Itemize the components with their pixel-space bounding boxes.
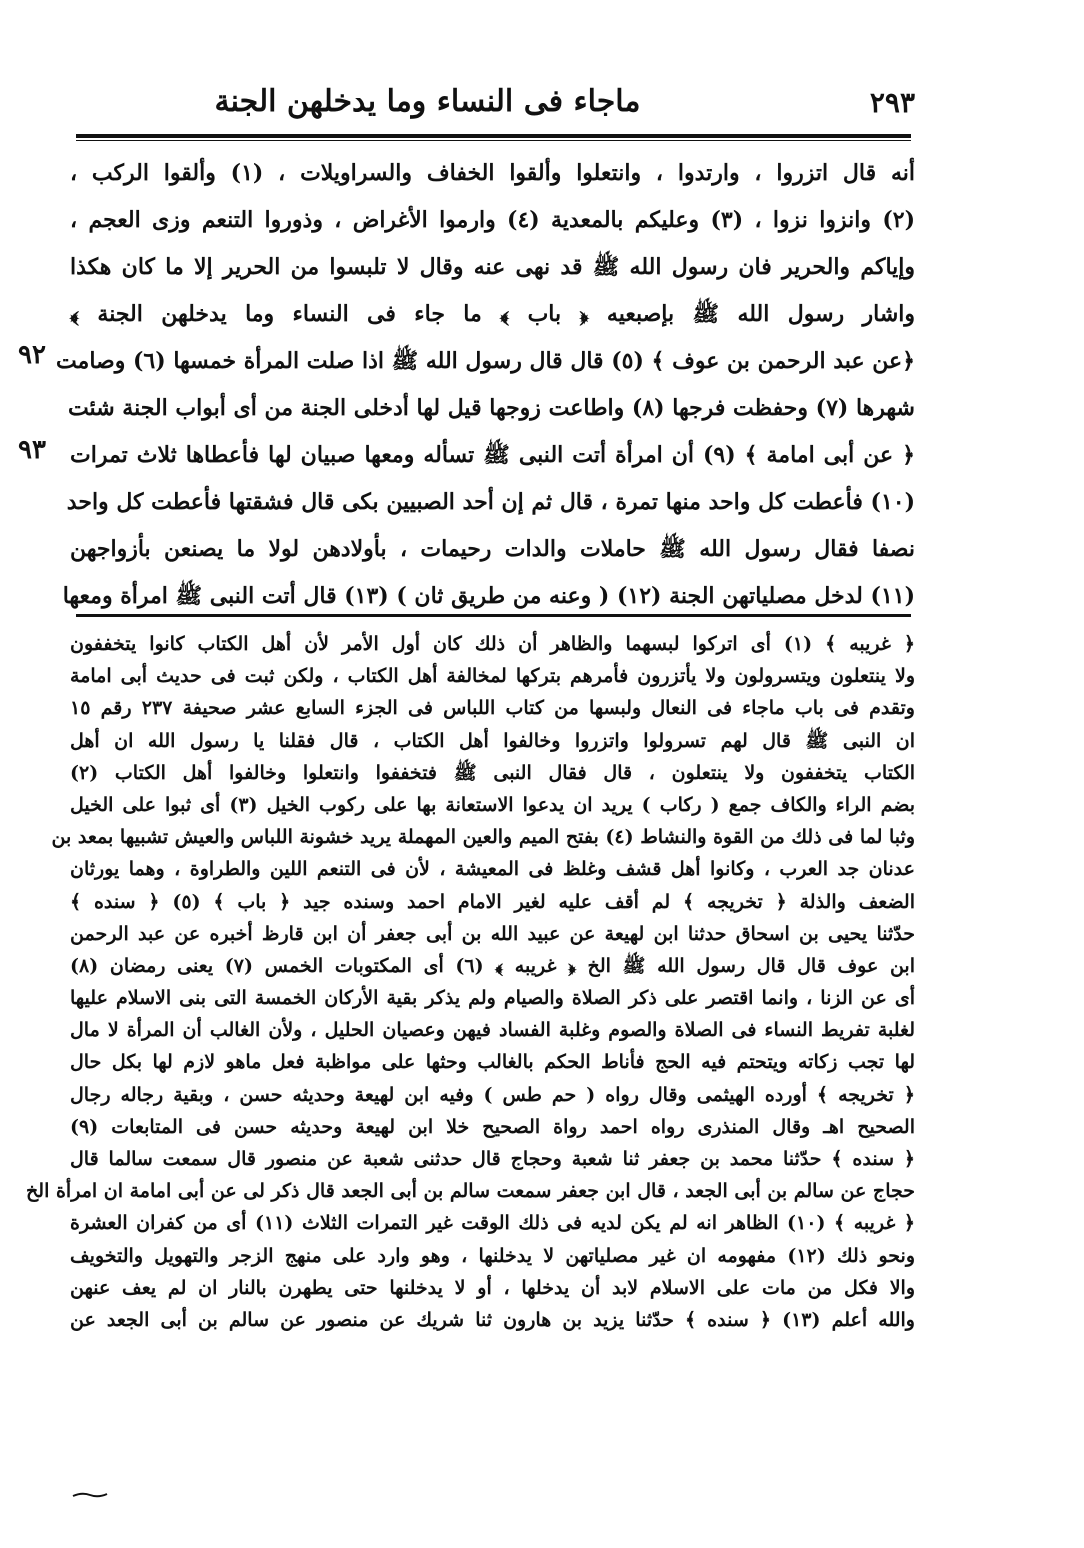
catchword-flourish	[72, 1492, 108, 1498]
text-line: أنه قال اتزروا ، وارتدوا ، وانتعلوا وألقوا الخفاف والسراويلات ، (١) وألقوا الركب ،	[70, 160, 915, 186]
footnote-line: ونحو ذلك (١٢) مفهومه ان غير مصلياتهن لا يدخلنها ، وهو وارد على منهج الزجر والتهويل والتخويف	[70, 1244, 915, 1267]
running-title: ماجاء فى النساء وما يدخلهن الجنة	[214, 84, 641, 119]
footnote-line: ابن عوف قال قال رسول الله ﷺ الخ ﴿ غريبه ﴾ (٦) أى المكتوبات الخمس (٧) يعنى رمضان (٨)	[70, 954, 916, 977]
footnote-line: ﴿ غريبه ﴾ (١) أى اتركوا لبسهما والظاهر أن ذلك كان أول الأمر لأن أهل الكتاب كانوا يتخففون	[70, 633, 915, 655]
footnote-line: الصحيح اهـ وقال المنذرى رواه احمد رواة الصحيح خلا ابن لهيعة وحديثه حسن فى المتابعات (٩)	[70, 1115, 915, 1138]
header-rule-thin	[76, 140, 911, 141]
footnote-line: وتقدم فى باب ماجاء فى النعال ولبسها من كتاب اللباس فى الجزء السابع عشر صحيفة ٢٣٧ رقم ١٥	[70, 697, 915, 720]
footnote-line: حدّثنا يحيى بن اسحاق حدثنا ابن لهيعة عن عبيد الله بن أبى جعفر أن ابن قارظ أخبره عن عبد الرحمن	[70, 922, 915, 945]
hadith-number: ٩٢	[18, 340, 46, 370]
text-line: نصفا فقال رسول الله ﷺ حاملات والدات رحيمات ، بأولادهن لولا ما يصنعن بأزواجهن	[70, 536, 915, 562]
footnote-separator	[76, 614, 911, 617]
footnote-line: لغلبة تفريط النساء فى الصلاة والصوم وغلبة الفساد فيهن وعصيان الحليل ، ولأن الغالب أن المرأة لا مال	[70, 1019, 915, 1042]
page-number: ٢٩٣	[869, 86, 915, 119]
footnote-line: ﴿ تخريجه ﴾ أورده الهيثمى وقال رواه ( حم طس ) وفيه ابن لهيعة وحديثه حسن ، وبقية رجاله رجال	[70, 1083, 915, 1106]
text-line: (٢) وانزوا نزوا ، (٣) وعليكم بالمعدية (٤) وارموا الأغراض ، وذوروا التنعم وزى العجم ،	[70, 207, 915, 233]
text-line: واشار رسول الله ﷺ بإصبعيه ﴿ باب ﴾ ما جاء فى النساء وما يدخلهن الجنة ﴾	[70, 301, 915, 327]
footnote-line: بضم الراء والكاف جمع ( ركاب ) يريد ان يدعوا الاستعانة بها على ركوب الخيل (٣) أى ثبوا على الخيل	[70, 793, 916, 816]
text-line: ﴿عن عبد الرحمن بن عوف ﴾ (٥) قال قال رسول الله ﷺ اذا صلت المرأة خمسها (٦) وصامت	[55, 348, 915, 374]
footnote-line: أى عن الزنا ، وانما اقتصر على ذكر الصلاة والصيام ولم يذكر بقية الأركان الخمسة التى بنى الاسلام عليها	[70, 987, 915, 1010]
footnotes	[26, 628, 916, 1336]
footnote-line: والا فكل من مات على الاسلام لابد أن يدخلها ، أو لا يدخلنها حتى يطهرن بالنار ان لم يعف عنهن	[70, 1276, 915, 1299]
page-header	[70, 78, 915, 126]
footnote-line: ﴿ غريبه ﴾ (١٠) الظاهر انه لم يكن لديه فى ذلك الوقت غير التمرات الثلاث (١١) أى من كفران العشرة	[70, 1212, 916, 1235]
footnote-line: ﴿ سنده ﴾ حدّثنا محمد بن جعفر ثنا شعبة وحجاج قال حدثنى شعبة عن منصور قال سمعت سالما قال	[70, 1148, 915, 1170]
text-line: (١٠) فأعطت كل واحد منها تمرة ، قال ثم إن أحد الصبيين بكى قال فشقتها فأعطت كل واحد	[66, 489, 915, 515]
text-line: وإياكم والحرير فان رسول الله ﷺ قد نهى عنه وقال لا تلبسوا من الحرير إلا ما كان هكذا	[70, 254, 916, 280]
header-rule	[76, 134, 911, 138]
text-line: (١١) لدخل مصلياتهن الجنة (١٢) ( وعنه من طريق ثان ) (١٣) قال أتت النبى ﷺ امرأة ومعها	[62, 583, 915, 609]
main-text	[55, 150, 916, 620]
footnote-line: عدنان جد العرب ، وكانوا أهل قشف وغلظ فى المعيشة ، لأن فى التنعم اللين والطراوة ، وهما يورثان	[70, 858, 915, 881]
text-line: شهرها (٧) وحفظت فرجها (٨) واطاعت زوجها قيل لها أدخلى الجنة من أى أبواب الجنة شئت	[67, 395, 915, 421]
footnote-line: ان النبى ﷺ قال لهم تسرولوا واتزروا وخالفوا أهل الكتاب ، قال فقلنا يا رسول الله ان أهل	[70, 729, 915, 752]
hadith-number-column	[0, 0, 70, 600]
footnote-line: الكتاب يتخففون ولا ينتعلون ، قال فقال النبى ﷺ فتخففوا وانتعلوا وخالفوا أهل الكتاب (٢)	[70, 761, 915, 784]
footnote-line: الضعف والذلة ﴿ تخريجه ﴾ لم أقف عليه لغير الامام احمد وسنده جيد ﴿ باب ﴾ (٥) ﴿ سنده ﴾	[70, 890, 916, 913]
footnote-line: حجاج عن سالم بن أبى الجعد ، قال ابن جعفر سمعت سالم بن أبى الجعد قال ذكر لى عن أبى امامة ان امرأة الخ	[26, 1180, 915, 1203]
footnote-line: لها تجب زكاته ويتحتم فيه الحج فأناط الحكم بالغالب وحثها على مواظبة فعل ماهو لازم لها بكل حال	[70, 1051, 915, 1074]
text-line: ﴿ عن أبى امامة ﴾ (٩) أن امرأة أتت النبى ﷺ تسأله ومعها صبيان لها فأعطاها ثلاث تمرات	[70, 442, 915, 468]
footnote-line: وثبا لما فى ذلك من القوة والنشاط (٤) بفتح الميم والعين المهملة يريد خشونة اللباس والعيش تشبيها بمعد بن	[51, 826, 915, 849]
footnote-line: والله أعلم (١٣) ﴿ سنده ﴾ حدّثنا يزيد بن هارون ثنا شريك عن منصور عن سالم بن أبى الجعد عن	[70, 1308, 915, 1331]
hadith-number: ٩٣	[18, 435, 46, 465]
footnote-line: ولا ينتعلون ويتسرولون ولا يأتزرون فأمرهم بتركها لمخالفة أهل الكتاب ، ولكن ثبت فى حديث أبى امامة	[70, 665, 915, 688]
